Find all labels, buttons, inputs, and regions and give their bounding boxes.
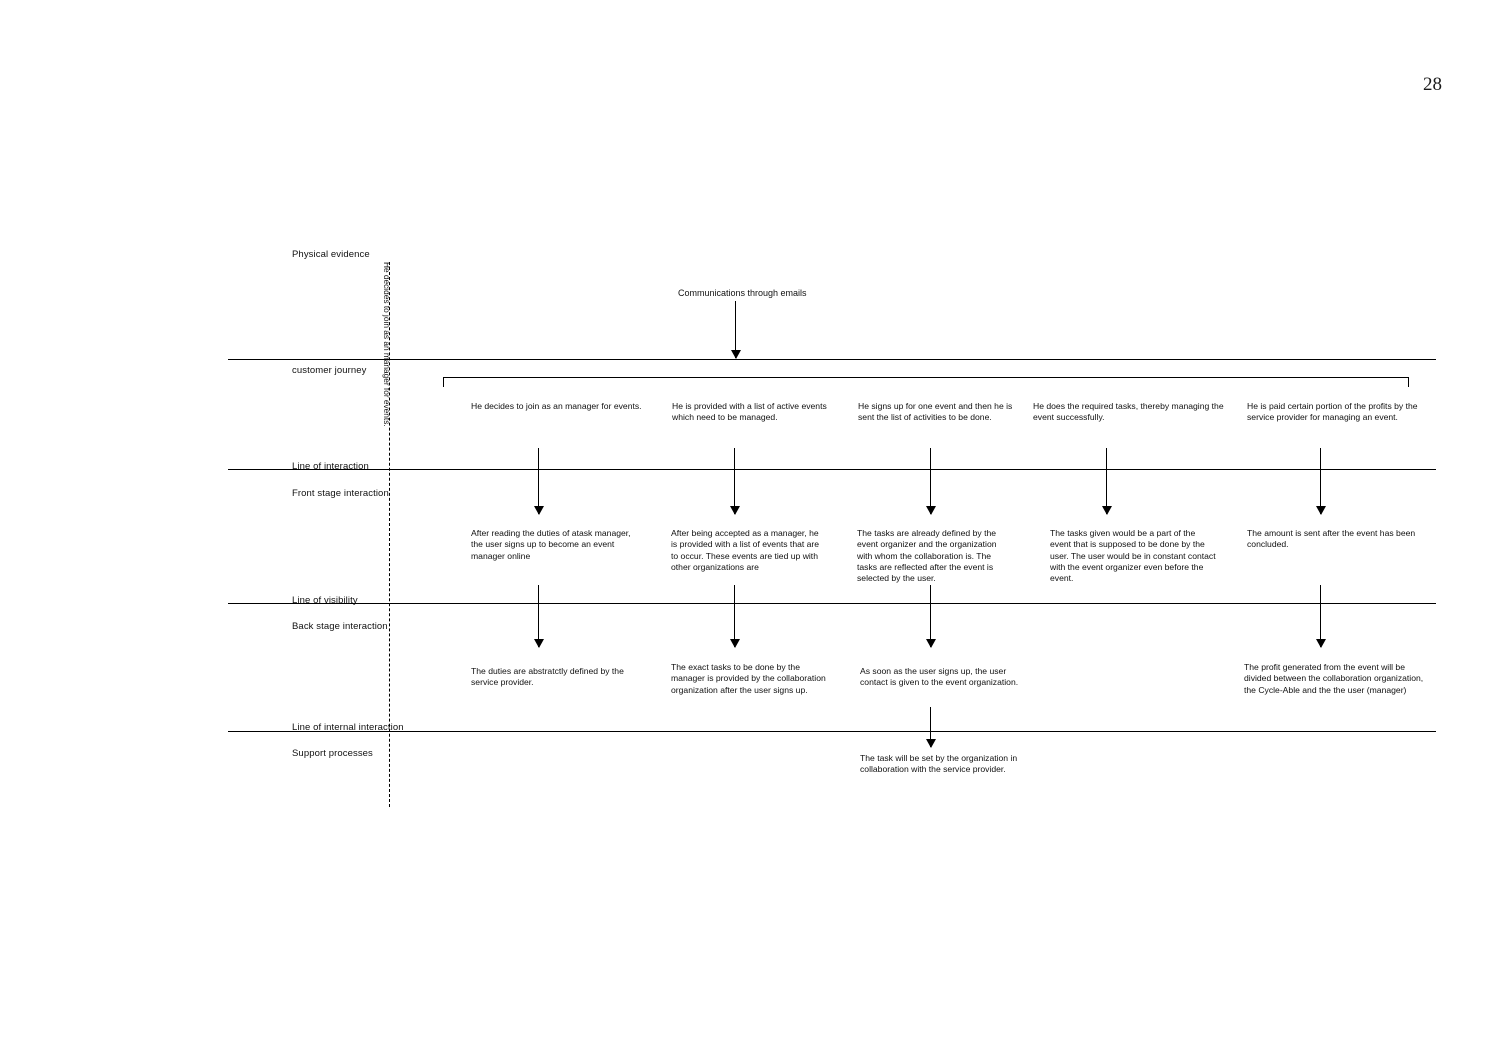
divider-line-of-interaction: [228, 469, 1436, 470]
row-label-front-stage: Front stage interaction: [292, 488, 389, 499]
arrow-journey-to-frontstage-5: [1320, 448, 1321, 514]
row-label-support-processes: Support processes: [292, 748, 373, 759]
arrow-journey-to-frontstage-2: [734, 448, 735, 514]
front-stage-step-1: After reading the duties of atask manager, the user signs up to become an event manager online: [471, 528, 631, 561]
customer-journey-bracket: [443, 377, 1409, 387]
arrow-journey-to-frontstage-3: [930, 448, 931, 514]
arrow-frontstage-to-backstage-4: [1320, 585, 1321, 647]
arrow-journey-to-frontstage-4: [1106, 448, 1107, 514]
front-stage-step-4: The tasks given would be a part of the event that is supposed to be done by the user. The user would be in constant contact with the event organizer even before the event.: [1050, 528, 1216, 584]
arrow-frontstage-to-backstage-3: [930, 585, 931, 647]
back-stage-step-4: The profit generated from the event will be divided between the collaboration organization, the Cycle-Able and the the user (manager): [1244, 662, 1424, 695]
arrow-email-to-journey: [735, 301, 736, 358]
row-label-customer-journey: customer journey: [292, 365, 367, 376]
row-label-line-of-internal-interaction: Line of internal interaction: [292, 722, 404, 733]
back-stage-step-1: The duties are abstratctly defined by the service provider.: [471, 666, 624, 688]
divider-line-of-internal-interaction: [228, 731, 1436, 732]
back-stage-step-2: The exact tasks to be done by the manager is provided by the collaboration organization after the user signs up.: [671, 662, 826, 695]
front-stage-step-2: After being accepted as a manager, he is provided with a list of events that are to occur. These events are tied up with other organizations are: [671, 528, 820, 573]
row-label-physical-evidence: Physical evidence: [292, 249, 370, 260]
support-process-step-1: The task will be set by the organization in collaboration with the service provider.: [860, 753, 1018, 775]
customer-journey-step-5: He is paid certain portion of the profits by the service provider for managing an event.: [1247, 401, 1418, 423]
arrow-frontstage-to-backstage-1: [538, 585, 539, 647]
divider-customer-journey: [228, 359, 1436, 360]
customer-journey-step-4: He does the required tasks, thereby managing the event successfully.: [1033, 401, 1224, 423]
customer-journey-step-1: He decides to join as an manager for events.: [471, 401, 642, 411]
divider-line-of-visibility: [228, 603, 1436, 604]
row-label-line-of-visibility: Line of visibility: [292, 595, 358, 606]
physical-evidence-left-note: He decides to join as an manager for events.: [382, 262, 392, 427]
arrow-backstage-to-support: [930, 707, 931, 747]
physical-evidence-email-note: Communications through emails: [678, 288, 807, 298]
customer-journey-step-3: He signs up for one event and then he is sent the list of activities to be done.: [858, 401, 1013, 423]
arrow-journey-to-frontstage-1: [538, 448, 539, 514]
back-stage-step-3: As soon as the user signs up, the user contact is given to the event organization.: [860, 666, 1019, 688]
arrow-frontstage-to-backstage-2: [734, 585, 735, 647]
row-label-line-of-interaction: Line of interaction: [292, 461, 369, 472]
row-label-back-stage: Back stage interaction: [292, 621, 388, 632]
front-stage-step-5: The amount is sent after the event has been concluded.: [1247, 528, 1416, 550]
front-stage-step-3: The tasks are already defined by the event organizer and the organization with whom the collaboration is. The tasks are reflected after the event is selected by the user.: [857, 528, 997, 584]
page-number: 28: [1423, 74, 1442, 95]
customer-journey-step-2: He is provided with a list of active events which need to be managed.: [672, 401, 827, 423]
